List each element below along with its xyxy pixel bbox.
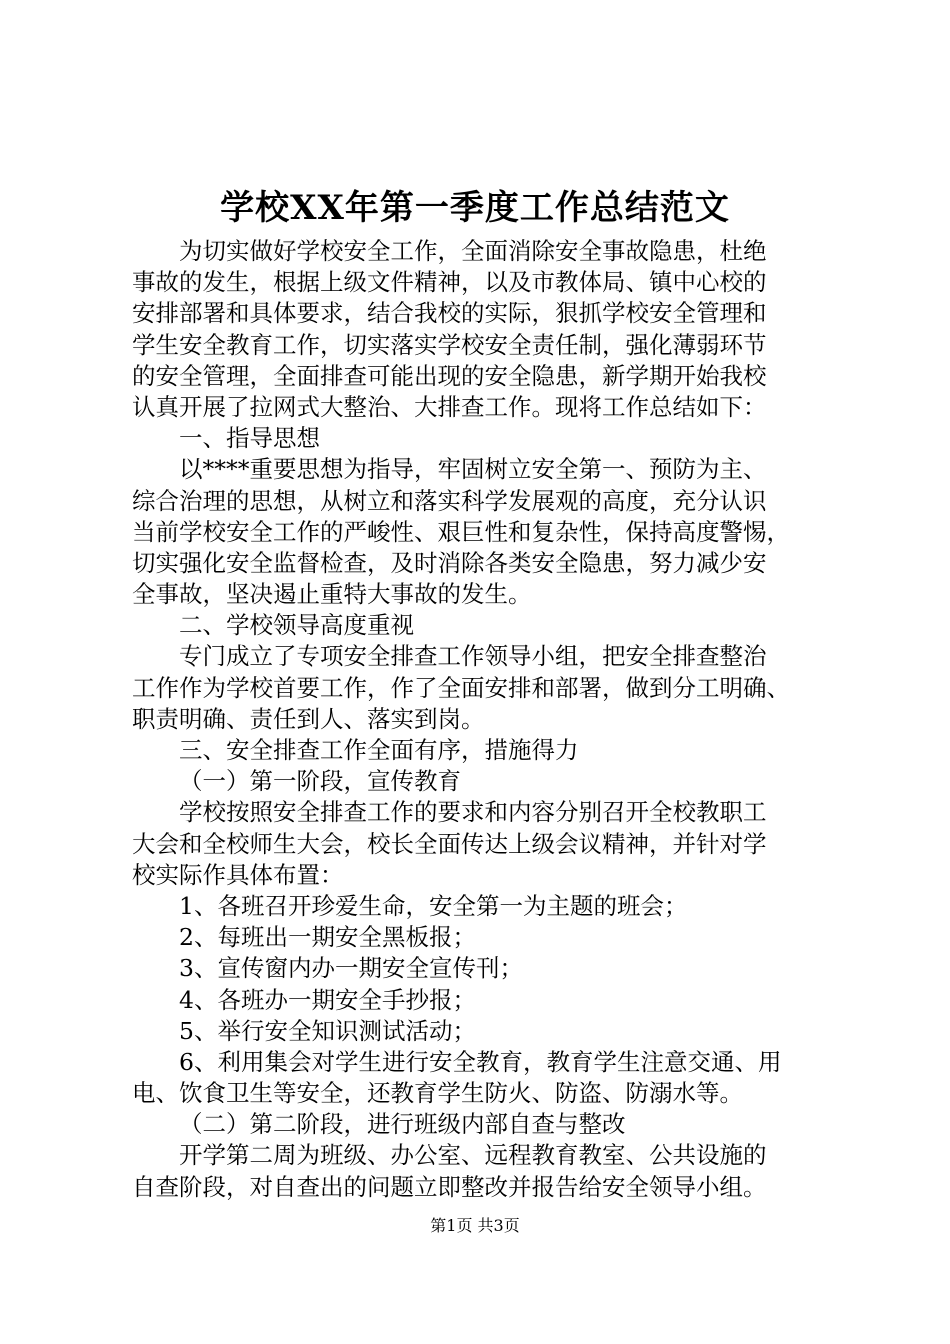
paragraph-line: 安排部署和具体要求，结合我校的实际，狠抓学校安全管理和 [132, 299, 767, 328]
document-title: 学校XX年第一季度工作总结范文 [220, 188, 730, 228]
document-body [132, 236, 832, 1203]
paragraph-line: 认真开展了拉网式大整治、大排查工作。现将工作总结如下： [132, 392, 767, 421]
paragraph-line: 当前学校安全工作的严峻性、艰巨性和复杂性，保持高度警惕， [132, 517, 790, 546]
list-item: 4、各班办一期安全手抄报； [179, 985, 476, 1014]
paragraph-line: 的安全管理，全面排查可能出现的安全隐患，新学期开始我校 [132, 361, 767, 390]
list-item: 6、利用集会对学生进行安全教育，教育学生注意交通、用 [179, 1047, 782, 1076]
subsection-heading: （一）第一阶段，宣传教育 [179, 767, 461, 796]
list-item: 3、宣传窗内办一期安全宣传刊； [179, 954, 523, 983]
paragraph-line: 开学第二周为班级、办公室、远程教育教室、公共设施的 [179, 1141, 767, 1170]
paragraph-line: 学生安全教育工作，切实落实学校安全责任制，强化薄弱环节 [132, 330, 767, 359]
paragraph-line: 综合治理的思想，从树立和落实科学发展观的高度，充分认识 [132, 486, 767, 515]
paragraph-line: 事故的发生，根据上级文件精神，以及市教体局、镇中心校的 [132, 268, 767, 297]
section-heading: 一、指导思想 [179, 424, 320, 453]
paragraph-line: 学校按照安全排查工作的要求和内容分别召开全校教职工 [179, 798, 767, 827]
paragraph-line: 全事故，坚决遏止重特大事故的发生。 [132, 580, 532, 609]
list-item: 1、各班召开珍爱生命，安全第一为主题的班会； [179, 891, 688, 920]
paragraph-line: 校实际作具体布置： [132, 860, 344, 889]
paragraph-line: 电、饮食卫生等安全，还教育学生防火、防盗、防溺水等。 [132, 1079, 743, 1108]
paragraph-line: 工作作为学校首要工作，作了全面安排和部署，做到分工明确、 [132, 673, 790, 702]
list-item: 2、每班出一期安全黑板报； [179, 923, 476, 952]
paragraph-line: 切实强化安全监督检查，及时消除各类安全隐患，努力减少安 [132, 548, 767, 577]
paragraph-line: 大会和全校师生大会，校长全面传达上级会议精神，并针对学 [132, 829, 767, 858]
section-heading: 二、学校领导高度重视 [179, 611, 414, 640]
paragraph-line: 以****重要思想为指导，牢固树立安全第一、预防为主、 [179, 455, 767, 484]
list-item: 5、举行安全知识测试活动； [179, 1016, 476, 1045]
paragraph-line: 职责明确、责任到人、落实到岗。 [132, 704, 485, 733]
subsection-heading: （二）第二阶段，进行班级内部自查与整改 [179, 1110, 626, 1139]
paragraph-line: 为切实做好学校安全工作，全面消除安全事故隐患，杜绝 [179, 237, 767, 265]
section-heading: 三、安全排查工作全面有序，措施得力 [179, 736, 579, 764]
paragraph-line: 自查阶段，对自查出的问题立即整改并报告给安全领导小组。 [132, 1172, 767, 1201]
page-footer: 第1页 共3页 [430, 1216, 520, 1235]
paragraph-line: 专门成立了专项安全排查工作领导小组，把安全排查整治 [179, 642, 767, 671]
